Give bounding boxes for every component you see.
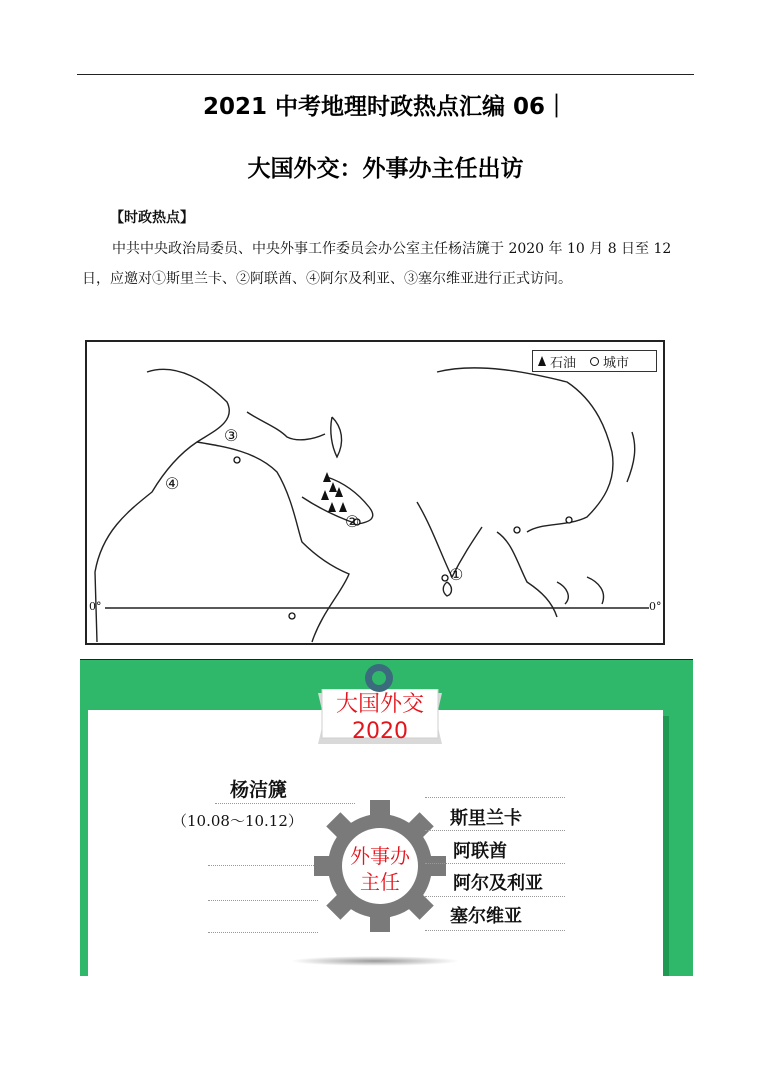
legend-oil-label: 石油 <box>550 355 577 371</box>
country-2: 阿联酋 <box>453 841 507 862</box>
dotted-line <box>425 830 565 831</box>
visit-dates: （10.08～10.12） <box>172 812 303 830</box>
banner-line2: 2020 <box>352 719 408 744</box>
legend-city-label: 城市 <box>603 355 630 371</box>
dotted-line <box>425 930 565 931</box>
dotted-line <box>208 900 318 901</box>
gear-line1: 外事办 <box>350 844 410 868</box>
map-outline <box>87 342 665 645</box>
oil-icon <box>538 356 546 366</box>
person-name: 杨洁篪 <box>230 779 288 801</box>
news-paragraph: 中共中央政治局委员、中央外事工作委员会办公室主任杨洁篪于 2020 年 10 月 8 日至 12 日，应邀对①斯里兰卡、②阿联酋、④阿尔及利亚、③塞尔维亚进行正式访问。 <box>82 241 672 287</box>
country-3: 阿尔及利亚 <box>453 873 543 894</box>
marker-4: ④ <box>165 474 180 493</box>
ribbon-pin-hole <box>372 671 386 685</box>
page-title-line1: 2021 中考地理时政热点汇编 06｜ <box>202 94 569 120</box>
page-title-line2: 大国外交：外事办主任出访 <box>247 156 524 182</box>
top-rule <box>77 74 694 75</box>
dotted-line <box>425 863 565 864</box>
equator-label-left: 0° <box>89 600 102 613</box>
world-map <box>85 340 665 645</box>
city-icon <box>590 357 599 366</box>
map-legend <box>532 350 657 372</box>
banner-line1: 大国外交 <box>335 692 424 717</box>
country-4: 塞尔维亚 <box>450 906 522 927</box>
dotted-line <box>208 932 318 933</box>
infographic-panel <box>80 660 693 976</box>
dotted-line <box>208 865 318 866</box>
gear-shadow <box>290 956 460 966</box>
marker-2: ② <box>345 512 360 531</box>
gear-line2: 主任 <box>360 870 400 894</box>
city-markers <box>234 457 572 619</box>
equator-label-right: 0° <box>649 600 662 613</box>
oil-markers <box>321 472 347 512</box>
dotted-line <box>425 797 565 798</box>
dotted-line <box>425 896 565 897</box>
section-label: 【时政热点】 <box>110 210 194 226</box>
marker-3: ③ <box>224 426 239 445</box>
country-1: 斯里兰卡 <box>450 808 522 829</box>
marker-1: ① <box>449 565 464 584</box>
